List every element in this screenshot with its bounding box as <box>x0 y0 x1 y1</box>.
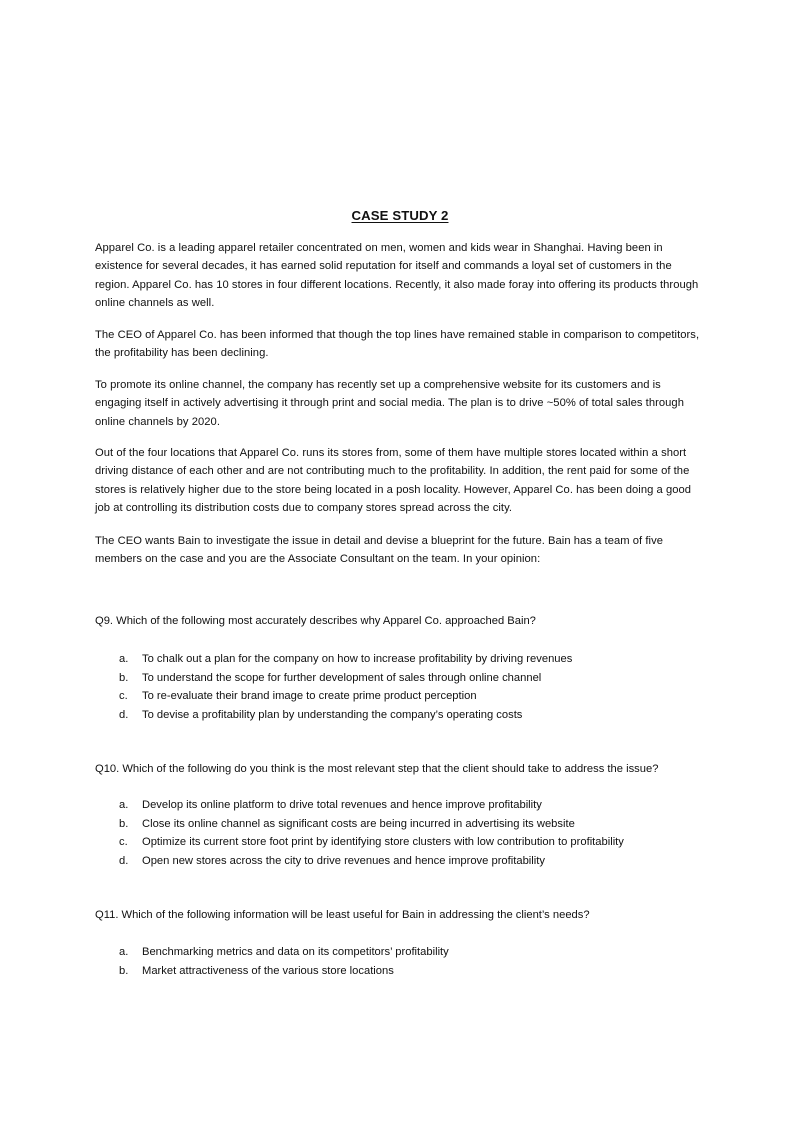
list-item <box>119 687 719 706</box>
option-text: Benchmarking metrics and data on its competitors’ profitability <box>142 946 449 958</box>
option-letter: b. <box>119 671 129 684</box>
option-text: Market attractiveness of the various store locations <box>142 964 394 977</box>
list-item <box>119 943 719 962</box>
option-letter: d. <box>119 854 129 867</box>
option-text: To understand the scope for further development of sales through online channel <box>142 671 542 684</box>
q9-options-list <box>119 650 719 724</box>
option-letter: a. <box>119 799 129 811</box>
option-letter: b. <box>119 817 129 830</box>
option-text: Close its online channel as significant costs are being incurred in advertising its website <box>142 817 575 830</box>
question-q9: Q9. Which of the following most accurately describes why Apparel Co. approached Bain? <box>95 615 536 627</box>
q11-options-list <box>119 943 719 980</box>
paragraph-online-channel: To promote its online channel, the company has recently set up a comprehensive website for its customers and is engaging itself in actively advertising it through print and social media. The plan is to drive ~50% of total sales through online channels by 2020. <box>95 379 684 428</box>
paragraph-profitability-decline: The CEO of Apparel Co. has been informed that though the top lines have remained stable in comparison to competitors, the profitability has been declining. <box>95 329 700 360</box>
option-text: Develop its online platform to drive total revenues and hence improve profitability <box>142 799 542 811</box>
option-text: Optimize its current store foot print by identifying store clusters with low contribution to profitability <box>142 836 624 848</box>
question-q11: Q11. Which of the following information will be least useful for Bain in addressing the client’s needs? <box>95 909 590 921</box>
question-q10: Q10. Which of the following do you think is the most relevant step that the client should take to address the issue? <box>95 763 659 775</box>
document-title: CASE STUDY 2 <box>351 208 449 223</box>
list-item <box>119 706 719 725</box>
option-letter: c. <box>119 836 128 848</box>
list-item <box>119 669 719 688</box>
option-letter: a. <box>119 653 129 665</box>
option-text: To devise a profitability plan by understanding the company’s operating costs <box>142 708 523 721</box>
list-item <box>119 650 719 669</box>
list-item <box>119 962 719 981</box>
list-item <box>119 796 719 815</box>
option-letter: b. <box>119 964 129 977</box>
option-letter: a. <box>119 946 129 958</box>
paragraph-store-locations: Out of the four locations that Apparel Co. runs its stores from, some of them have multiple stores located within a short driving distance of each other and are not contributing much to the profitability. In addition, the rent paid for some of the stores is relatively higher due to the store being located in a posh locality. However, Apparel Co. has been doing a good job at controlling its distribution costs due to company stores spread across the city. <box>95 447 692 514</box>
paragraph-company-background: Apparel Co. is a leading apparel retailer concentrated on men, women and kids wear in Shanghai. Having been in existence for several decades, it has earned solid reputation for itself and commands a loyal set of customers in the region. Apparel Co. has 10 stores in four different locations. Recently, it also made foray into offering its products through online channels as well. <box>95 242 699 309</box>
list-item <box>119 833 719 852</box>
option-text: To chalk out a plan for the company on how to increase profitability by driving revenues <box>142 653 573 665</box>
paragraph-ceo-request: The CEO wants Bain to investigate the issue in detail and devise a blueprint for the future. Bain has a team of five members on the case and you are the Associate Consultant on the team. In your opinion: <box>95 535 663 566</box>
option-text: Open new stores across the city to drive revenues and hence improve profitability <box>142 854 545 867</box>
option-letter: d. <box>119 708 129 721</box>
option-text: To re-evaluate their brand image to create prime product perception <box>142 690 477 702</box>
option-letter: c. <box>119 690 128 702</box>
q10-options-list <box>119 796 719 870</box>
list-item <box>119 852 719 871</box>
list-item <box>119 815 719 834</box>
